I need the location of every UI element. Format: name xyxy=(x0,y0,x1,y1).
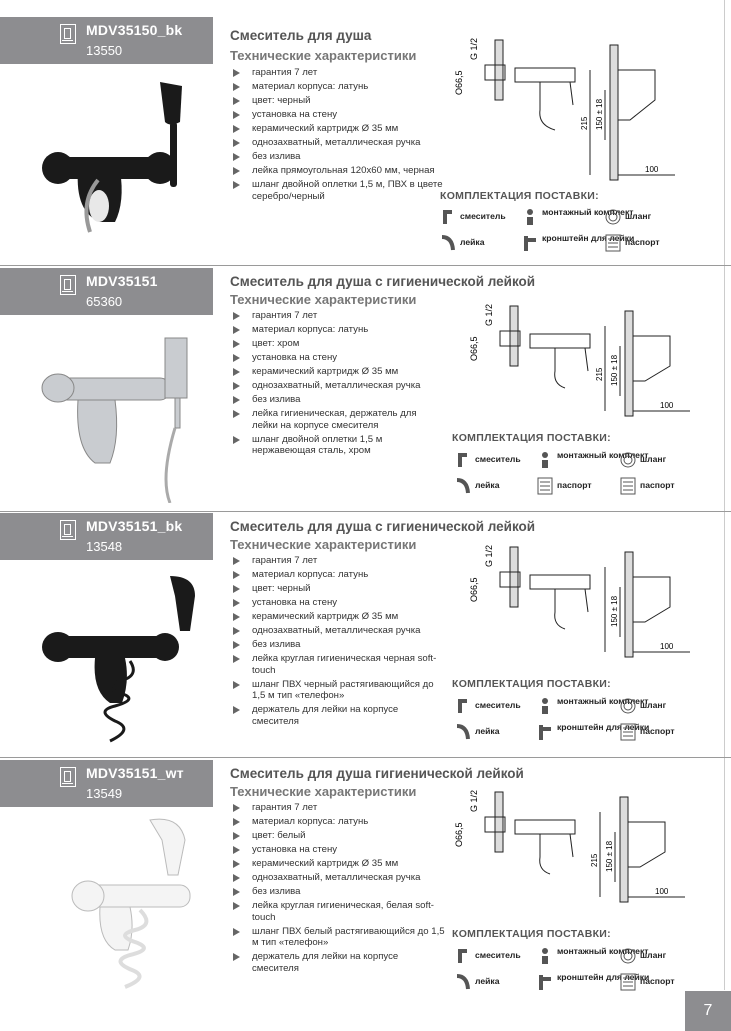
document-icon xyxy=(537,477,553,495)
mixer-icon xyxy=(455,947,471,965)
bracket-icon xyxy=(537,973,553,991)
spec-item: материал корпуса: латунь xyxy=(230,816,445,828)
spec-item: без излива xyxy=(230,886,445,898)
product-tab xyxy=(0,17,213,64)
product-article: 65360 xyxy=(86,294,123,309)
technical-drawing xyxy=(440,30,695,200)
product-article: 13550 xyxy=(86,43,123,58)
drawing-label: 100 xyxy=(660,401,674,410)
kit-title: КОМПЛЕКТАЦИЯ ПОСТАВКИ: xyxy=(452,928,611,940)
drawing-label: 215 xyxy=(595,367,604,381)
spec-item: однозахватный, металлическая ручка xyxy=(230,137,445,149)
product-section xyxy=(0,513,731,757)
spec-item: шланг двойной оплетки 1,5 м нержавеющая сталь, хром xyxy=(230,434,445,457)
spec-item: без излива xyxy=(230,151,445,163)
shower-cabin-icon xyxy=(60,520,76,540)
product-section xyxy=(0,268,731,512)
spec-item: керамический картридж Ø 35 мм xyxy=(230,858,445,870)
drawing-label: 215 xyxy=(590,853,599,867)
spec-item: гарантия 7 лет xyxy=(230,310,445,322)
spec-item: шланг ПВХ черный растягивающийся до 1,5 м тип «телефон» xyxy=(230,679,445,702)
product-section xyxy=(0,760,731,1004)
spec-item: лейка гигиеническая, держатель для лейки на корпусе смесителя xyxy=(230,408,445,431)
mount-kit-icon xyxy=(537,697,553,715)
spec-list xyxy=(230,67,445,205)
spec-item: держатель для лейки на корпусе смесителя xyxy=(230,951,445,974)
hose-icon xyxy=(620,697,636,715)
product-tab xyxy=(0,513,213,560)
drawing-label: 150 ± 18 xyxy=(610,354,619,386)
drawing-label: 215 xyxy=(580,116,589,130)
spec-item: цвет: черный xyxy=(230,583,445,595)
product-photo xyxy=(20,62,210,237)
mount-kit-icon xyxy=(537,451,553,469)
product-subtitle: Технические характеристики xyxy=(230,48,417,63)
document-icon xyxy=(620,973,636,991)
drawing-label: 150 ± 18 xyxy=(605,840,614,872)
spec-list xyxy=(230,802,445,977)
spec-item: керамический картридж Ø 35 мм xyxy=(230,366,445,378)
kit-title: КОМПЛЕКТАЦИЯ ПОСТАВКИ: xyxy=(452,432,611,444)
section-divider xyxy=(0,757,731,758)
spec-item: керамический картридж Ø 35 мм xyxy=(230,611,445,623)
product-code: MDV35150_bk xyxy=(86,22,183,38)
drawing-label: G 1/2 xyxy=(469,789,479,812)
shower-head-icon xyxy=(440,234,456,252)
mount-kit-icon xyxy=(537,947,553,965)
bracket-icon xyxy=(522,234,538,252)
bracket-icon xyxy=(537,723,553,741)
spec-item: гарантия 7 лет xyxy=(230,67,445,79)
faucet-photo-black xyxy=(42,576,195,703)
drawing-label: 100 xyxy=(655,887,669,896)
spec-item: лейка прямоугольная 120х60 мм, черная xyxy=(230,165,445,177)
product-photo xyxy=(20,328,210,503)
product-subtitle: Технические характеристики xyxy=(230,784,417,799)
product-article: 13548 xyxy=(86,539,123,554)
document-icon xyxy=(620,723,636,741)
product-section xyxy=(0,0,731,247)
document-icon xyxy=(605,234,621,252)
spec-item: однозахватный, металлическая ручка xyxy=(230,872,445,884)
spec-item: установка на стену xyxy=(230,109,445,121)
technical-drawing xyxy=(440,782,695,952)
product-code: MDV35151_wт xyxy=(86,765,184,781)
product-code: MDV35151_bk xyxy=(86,518,183,534)
spec-item: лейка круглая гигиеническая черная soft-touch xyxy=(230,653,445,676)
kit-grid: смеситель монтажный комплект шланг лейка кронштейн для лейки паспорт xyxy=(455,947,695,997)
drawing-label: G 1/2 xyxy=(484,303,494,326)
faucet-photo-black xyxy=(42,82,182,222)
spec-item: однозахватный, металлическая ручка xyxy=(230,380,445,392)
spec-item: гарантия 7 лет xyxy=(230,802,445,814)
kit-grid: смеситель монтажный комплект шланг лейка кронштейн для лейки паспорт xyxy=(440,208,680,258)
spec-item: материал корпуса: латунь xyxy=(230,569,445,581)
kit-grid: смеситель монтажный комплект шланг лейка паспорт паспорт xyxy=(455,451,695,501)
drawing-label: O66,5 xyxy=(469,336,479,361)
spec-item: установка на стену xyxy=(230,844,445,856)
shower-head-icon xyxy=(455,477,471,495)
drawing-label: G 1/2 xyxy=(469,37,479,60)
kit-title: КОМПЛЕКТАЦИЯ ПОСТАВКИ: xyxy=(440,190,599,202)
product-tab xyxy=(0,268,213,315)
drawing-label: O66,5 xyxy=(469,577,479,602)
spec-list xyxy=(230,555,445,730)
spec-item: без излива xyxy=(230,639,445,651)
product-title: Смеситель для душа xyxy=(230,28,372,43)
shower-cabin-icon xyxy=(60,767,76,787)
mixer-icon xyxy=(455,451,471,469)
spec-item: цвет: хром xyxy=(230,338,445,350)
spec-item: держатель для лейки на корпусе смесителя xyxy=(230,704,445,727)
spec-item: шланг двойной оплетки 1,5 м, ПВХ в цвете серебро/черный xyxy=(230,179,445,202)
spec-item: керамический картридж Ø 35 мм xyxy=(230,123,445,135)
kit-title: КОМПЛЕКТАЦИЯ ПОСТАВКИ: xyxy=(452,678,611,690)
product-article: 13549 xyxy=(86,786,123,801)
product-tab xyxy=(0,760,213,807)
drawing-label: O66,5 xyxy=(454,822,464,847)
spec-item: цвет: белый xyxy=(230,830,445,842)
section-divider xyxy=(0,265,731,266)
spec-list xyxy=(230,310,445,459)
product-title: Смеситель для душа с гигиенической лейкой xyxy=(230,274,536,289)
product-title: Смеситель для душа гигиенической лейкой xyxy=(230,766,524,781)
drawing-label: O66,5 xyxy=(454,70,464,95)
drawing-label: 150 ± 18 xyxy=(595,98,604,130)
mixer-icon xyxy=(455,697,471,715)
product-subtitle: Технические характеристики xyxy=(230,292,417,307)
spec-item: установка на стену xyxy=(230,352,445,364)
shower-head-icon xyxy=(455,973,471,991)
section-divider xyxy=(0,511,731,512)
product-title: Смеситель для душа с гигиенической лейкой xyxy=(230,519,536,534)
shower-cabin-icon xyxy=(60,275,76,295)
page-number: 7 xyxy=(685,991,731,1031)
spec-item: гарантия 7 лет xyxy=(230,555,445,567)
product-photo xyxy=(20,815,210,990)
spec-item: однозахватный, металлическая ручка xyxy=(230,625,445,637)
spec-item: установка на стену xyxy=(230,597,445,609)
shower-head-icon xyxy=(455,723,471,741)
spec-item: лейка круглая гигиеническая, белая soft-touch xyxy=(230,900,445,923)
spec-item: материал корпуса: латунь xyxy=(230,81,445,93)
document-icon xyxy=(620,477,636,495)
faucet-photo-chrome xyxy=(42,338,187,463)
hose-icon xyxy=(620,451,636,469)
drawing-label: 100 xyxy=(660,642,674,651)
drawing-label: 100 xyxy=(645,165,659,174)
mount-kit-icon xyxy=(522,208,538,226)
spec-item: без излива xyxy=(230,394,445,406)
hose-icon xyxy=(620,947,636,965)
drawing-label: G 1/2 xyxy=(484,544,494,567)
kit-grid: смеситель монтажный комплект шланг лейка кронштейн для лейки паспорт xyxy=(455,697,695,747)
shower-cabin-icon xyxy=(60,24,76,44)
spec-item: цвет: черный xyxy=(230,95,445,107)
product-code: MDV35151 xyxy=(86,273,158,289)
product-photo xyxy=(20,571,210,746)
mixer-icon xyxy=(440,208,456,226)
hose-icon xyxy=(605,208,621,226)
drawing-label: 150 ± 18 xyxy=(610,595,619,627)
spec-item: материал корпуса: латунь xyxy=(230,324,445,336)
spec-item: шланг ПВХ белый растягивающийся до 1,5 м тип «телефон» xyxy=(230,926,445,949)
product-subtitle: Технические характеристики xyxy=(230,537,417,552)
